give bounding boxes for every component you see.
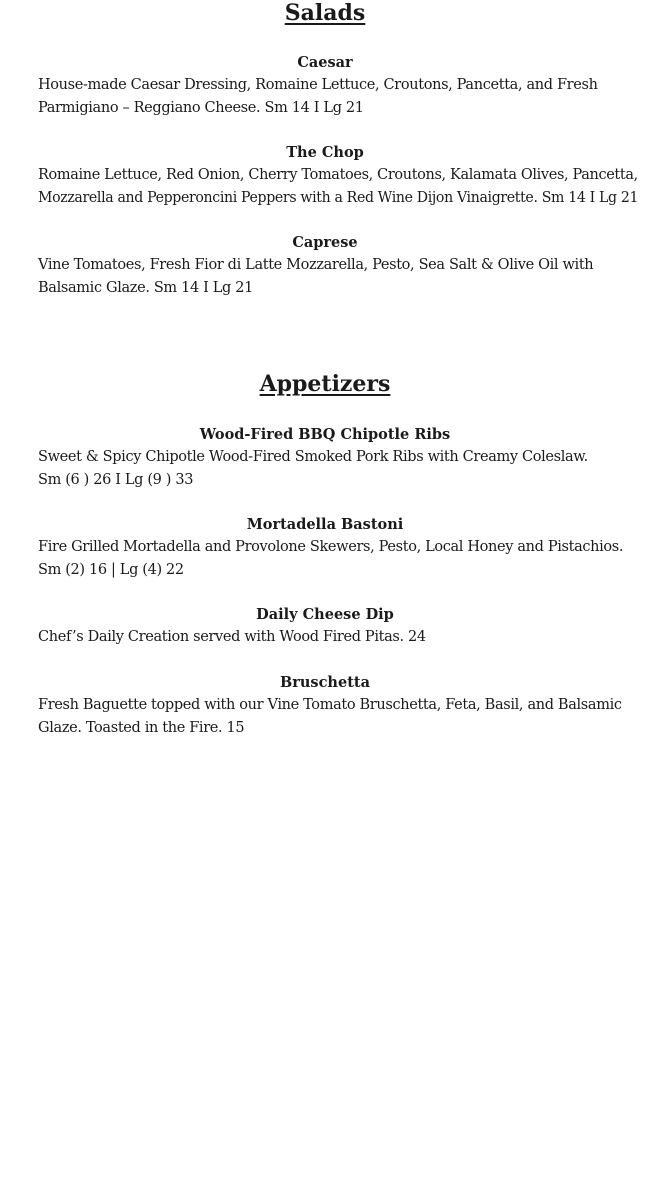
item-desc-mortadella-bastoni [38, 536, 638, 581]
item-name-bbq-ribs: Wood-Fired BBQ Chipotle Ribs [199, 426, 451, 443]
item-desc-daily-cheese-dip [38, 626, 638, 649]
section-title-appetizers: Appetizers [259, 371, 391, 397]
section-title-salads: Salads [284, 0, 366, 26]
desc-line: Sweet & Spicy Chipotle Wood-Fired Smoked Pork Ribs with Creamy Coleslaw. [38, 449, 588, 465]
desc-line: Balsamic Glaze. Sm 14 I Lg 21 [38, 279, 253, 296]
desc-line: Chef’s Daily Creation served with Wood Fired Pitas. 24 [38, 629, 426, 645]
desc-line: Parmigiano – Reggiano Cheese. Sm 14 I Lg 21 [38, 99, 364, 116]
item-desc-caprese [38, 254, 638, 299]
item-desc-the-chop [38, 164, 638, 209]
desc-line: Vine Tomatoes, Fresh Fior di Latte Mozzarella, Pesto, Sea Salt & Olive Oil with [38, 257, 594, 273]
desc-line: Fire Grilled Mortadella and Provolone Skewers, Pesto, Local Honey and Pistachios. [38, 539, 624, 555]
item-desc-bruschetta [38, 694, 638, 739]
item-name-caprese: Caprese [292, 234, 358, 251]
desc-line: House-made Caesar Dressing, Romaine Lettuce, Croutons, Pancetta, and Fresh [38, 77, 598, 93]
desc-line: Glaze. Toasted in the Fire. 15 [38, 719, 245, 736]
desc-line: Mozzarella and Pepperoncini Peppers with a Red Wine Dijon Vinaigrette. Sm 14 I Lg 21 [38, 189, 639, 206]
desc-line: Sm (6 ) 26 I Lg (9 ) 33 [38, 471, 194, 488]
item-desc-bbq-ribs [38, 446, 638, 491]
desc-line: Fresh Baguette topped with our Vine Tomato Bruschetta, Feta, Basil, and Balsamic [38, 697, 622, 713]
item-name-caesar: Caesar [297, 54, 353, 71]
item-name-bruschetta: Bruschetta [280, 674, 370, 691]
desc-line: Romaine Lettuce, Red Onion, Cherry Tomatoes, Croutons, Kalamata Olives, Pancetta, [38, 167, 638, 183]
item-desc-caesar [38, 74, 638, 119]
item-name-mortadella-bastoni: Mortadella Bastoni [246, 516, 404, 533]
desc-line: Sm (2) 16 | Lg (4) 22 [38, 561, 184, 578]
item-name-daily-cheese-dip: Daily Cheese Dip [256, 606, 394, 623]
item-name-the-chop: The Chop [286, 144, 364, 161]
